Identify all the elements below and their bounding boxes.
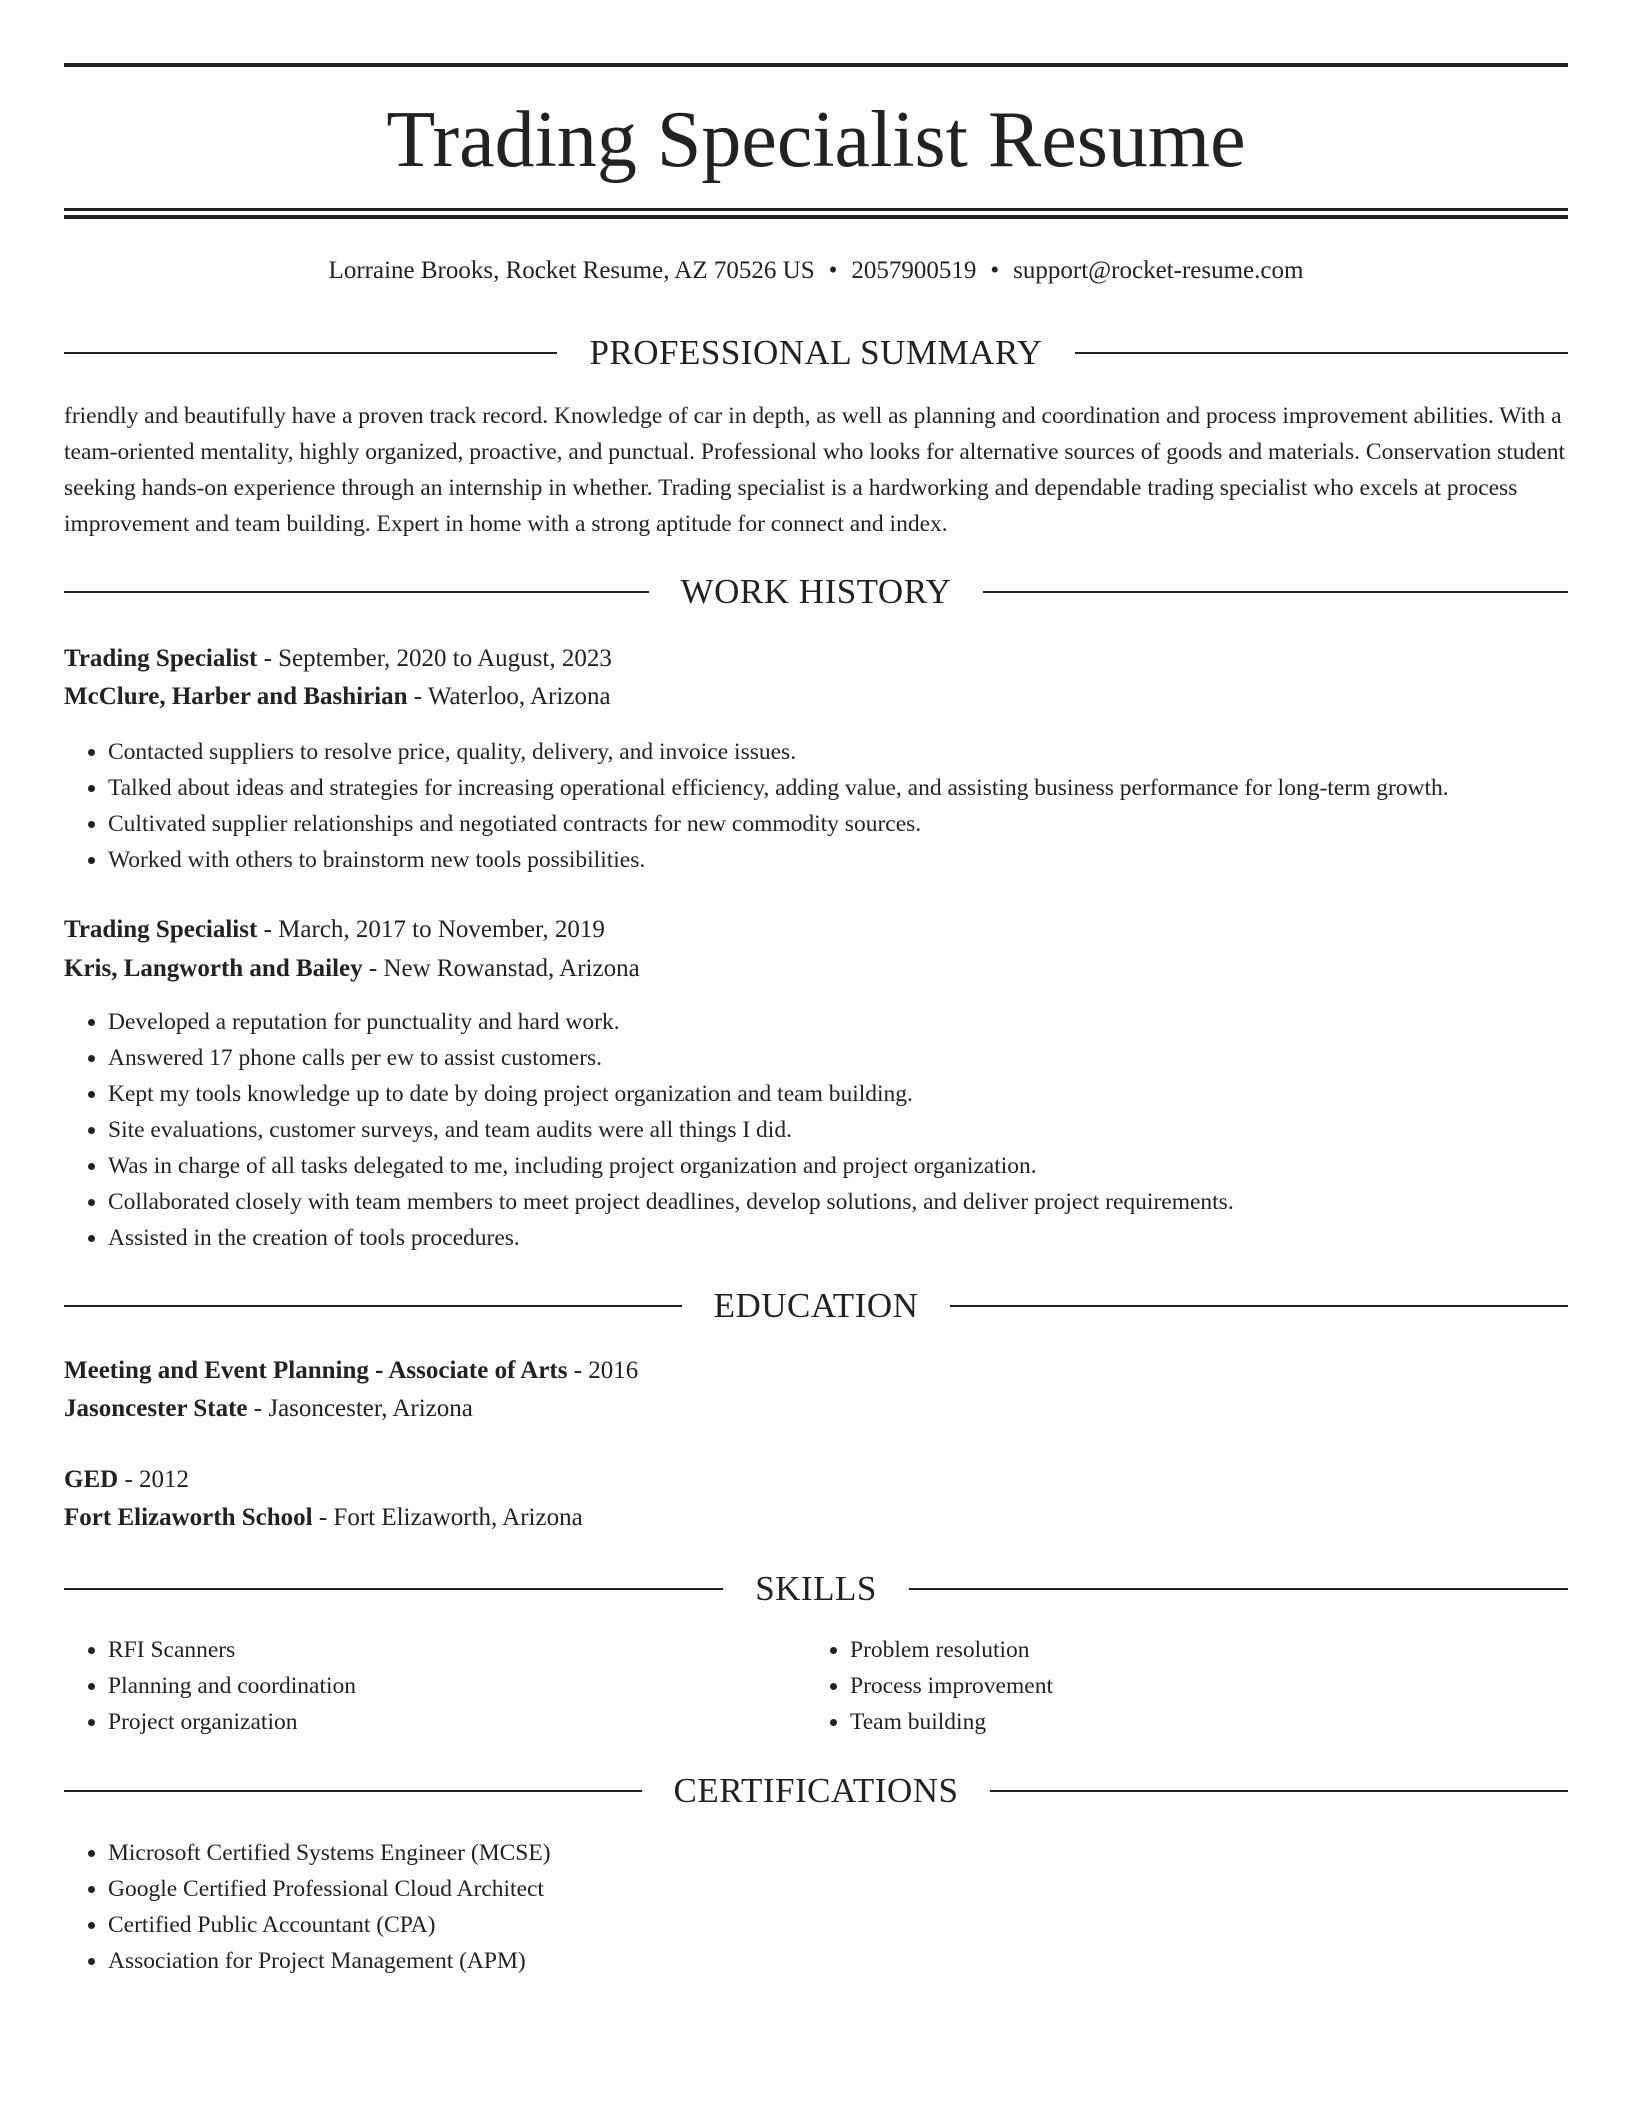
education-degree: GED xyxy=(64,1466,119,1493)
education-year: - 2012 xyxy=(118,1466,190,1493)
heading-rule xyxy=(64,1305,682,1307)
heading-rule xyxy=(64,1790,642,1792)
section-heading-education xyxy=(64,1286,1568,1326)
heading-rule xyxy=(64,591,649,593)
heading-rule xyxy=(64,352,557,354)
education-degree-line xyxy=(64,1461,1568,1499)
section-heading-label: WORK HISTORY xyxy=(680,572,952,611)
education-location: - Fort Elizaworth, Arizona xyxy=(312,1504,583,1531)
skill-item: • Team building xyxy=(850,1704,1053,1740)
skills-list-left xyxy=(64,1632,356,1740)
section-heading-summary xyxy=(64,333,1568,373)
job-title-line xyxy=(64,911,1568,949)
job-dates: - September, 2020 to August, 2023 xyxy=(257,645,612,672)
heading-rule xyxy=(64,1588,723,1590)
education-school-line xyxy=(64,1499,1568,1537)
job-company-line xyxy=(64,950,1568,988)
job-title: Trading Specialist xyxy=(64,645,258,672)
job-bullet: • Worked with others to brainstorm new tools possibilities. xyxy=(108,842,1449,878)
contact-email: support@rocket-resume.com xyxy=(1013,257,1304,284)
education-location: - Jasoncester, Arizona xyxy=(247,1395,473,1422)
education-school: Fort Elizaworth School xyxy=(64,1504,313,1531)
skill-item: • RFI Scanners xyxy=(108,1632,356,1668)
job-bullets xyxy=(64,734,1449,878)
education-degree-line xyxy=(64,1352,1568,1390)
education-school: Jasoncester State xyxy=(64,1395,248,1422)
section-heading-certifications xyxy=(64,1771,1568,1811)
skill-item: • Problem resolution xyxy=(850,1632,1053,1668)
certification-item: • Microsoft Certified Systems Engineer (MCSE) xyxy=(108,1835,551,1871)
job-location: - New Rowanstad, Arizona xyxy=(362,955,640,982)
job-bullet: • Talked about ideas and strategies for increasing operational efficiency, adding value, and assisting business performance for long-term growth. xyxy=(108,770,1449,806)
skill-item: • Process improvement xyxy=(850,1668,1053,1704)
contact-separator: • xyxy=(828,257,838,284)
skill-item: • Project organization xyxy=(108,1704,356,1740)
contact-separator: • xyxy=(990,257,1000,284)
top-rule xyxy=(64,63,1568,67)
education-degree: Meeting and Event Planning - Associate of Arts xyxy=(64,1357,568,1384)
resume-title: Trading Specialist Resume xyxy=(386,96,1246,184)
job-bullet: • Kept my tools knowledge up to date by doing project organization and team building. xyxy=(108,1076,1234,1112)
job-bullet: • Collaborated closely with team members to meet project deadlines, develop solutions, and deliver project requirements. xyxy=(108,1184,1234,1220)
certification-item: • Google Certified Professional Cloud Architect xyxy=(108,1871,551,1907)
job-title-line xyxy=(64,640,1568,678)
education-year: - 2016 xyxy=(567,1357,639,1384)
certification-item: • Certified Public Accountant (CPA) xyxy=(108,1907,551,1943)
job-bullet: • Answered 17 phone calls per ew to assist customers. xyxy=(108,1040,1234,1076)
job-bullet: • Contacted suppliers to resolve price, quality, delivery, and invoice issues. xyxy=(108,734,1449,770)
job-bullet: • Cultivated supplier relationships and negotiated contracts for new commodity sources. xyxy=(108,806,1449,842)
job-company: Kris, Langworth and Bailey xyxy=(64,955,363,982)
job-company: McClure, Harber and Bashirian xyxy=(64,683,408,710)
skills-list-right xyxy=(806,1632,1053,1740)
heading-rule xyxy=(950,1305,1568,1307)
title-rule-lower xyxy=(64,215,1568,219)
certification-item: • Association for Project Management (APM) xyxy=(108,1943,551,1979)
contact-line xyxy=(64,254,1568,288)
section-heading-work-history xyxy=(64,572,1568,612)
job-bullet: • Site evaluations, customer surveys, and team audits were all things I did. xyxy=(108,1112,1234,1148)
summary-text: friendly and beautifully have a proven track record. Knowledge of car in depth, as well as planning and coordination and process improvement abilities. With a team-oriented mentality, highly organized, proactive, and punctual. Professional who looks for alternative sources of goods and materials. Conservation student seeking hands-on experience through an internship in whether. Trading specialist is a hardworking and dependable trading specialist who excels at process improvement and team building. Expert in home with a strong aptitude for connect and index. xyxy=(64,403,1565,537)
contact-address: Lorraine Brooks, Rocket Resume, AZ 70526 US xyxy=(328,257,815,284)
job-bullet: • Assisted in the creation of tools procedures. xyxy=(108,1220,1234,1256)
certifications-list xyxy=(64,1835,551,1979)
section-heading-label: CERTIFICATIONS xyxy=(673,1771,959,1810)
heading-rule xyxy=(983,591,1568,593)
title-rule-upper xyxy=(64,208,1568,211)
skill-item: • Planning and coordination xyxy=(108,1668,356,1704)
heading-rule xyxy=(1075,352,1568,354)
heading-rule xyxy=(909,1588,1568,1590)
job-bullet: • Developed a reputation for punctuality and hard work. xyxy=(108,1004,1234,1040)
job-company-line xyxy=(64,678,1568,716)
section-heading-label: EDUCATION xyxy=(713,1286,919,1325)
section-heading-label: SKILLS xyxy=(755,1569,877,1608)
job-bullet: • Was in charge of all tasks delegated to me, including project organization and project organization. xyxy=(108,1148,1234,1184)
contact-phone: 2057900519 xyxy=(851,257,977,284)
job-bullets xyxy=(64,1004,1234,1256)
job-dates: - March, 2017 to November, 2019 xyxy=(257,916,605,943)
heading-rule xyxy=(990,1790,1568,1792)
section-heading-label: PROFESSIONAL SUMMARY xyxy=(589,333,1043,372)
education-school-line xyxy=(64,1390,1568,1428)
section-heading-skills xyxy=(64,1569,1568,1609)
job-location: - Waterloo, Arizona xyxy=(407,683,611,710)
job-title: Trading Specialist xyxy=(64,916,258,943)
